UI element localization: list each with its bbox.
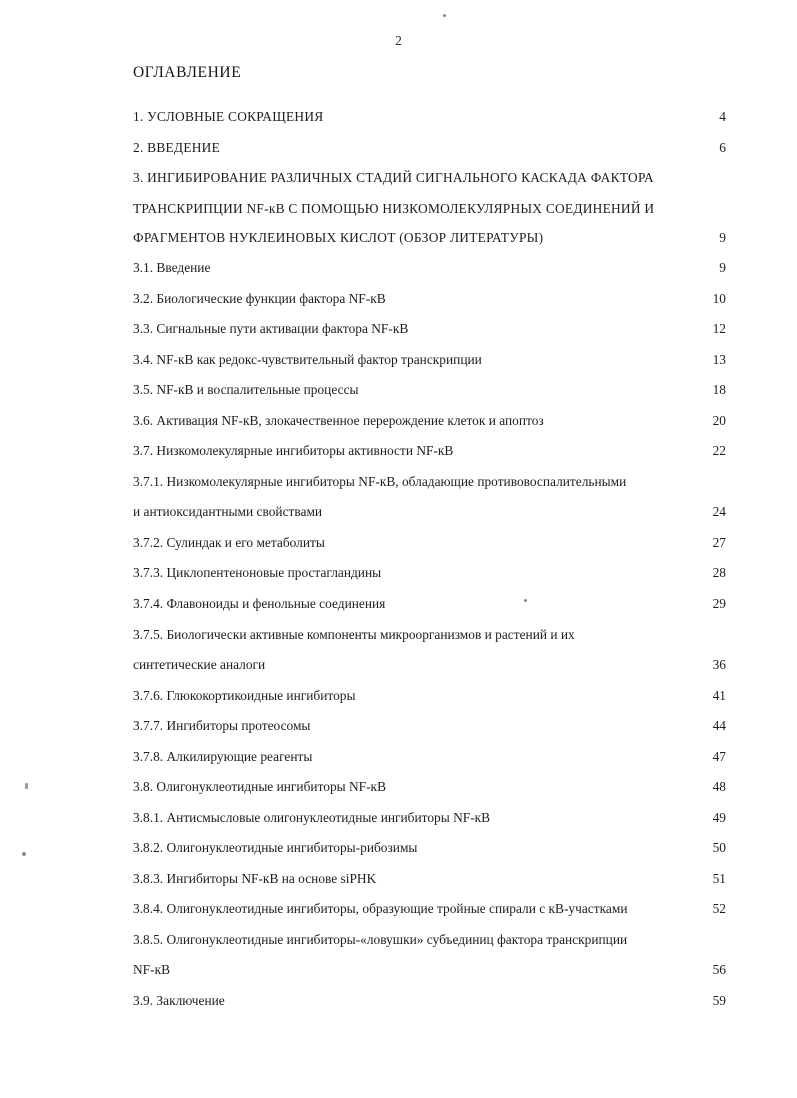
toc-entry[interactable]	[133, 655, 726, 674]
toc-entry-label: 3.4. NF-кВ как редокс-чувствительный фактор транскрипции	[133, 351, 482, 367]
toc-entry-label: синтетические аналоги	[133, 657, 266, 673]
scan-artifact-left-lower	[22, 852, 26, 856]
toc-entry-label: 3.7.4. Флавоноиды и фенольные соединения	[133, 596, 386, 611]
toc-entry-page-number: 47	[712, 748, 726, 764]
toc-entry-page-number: 9	[719, 229, 726, 245]
toc-entry-page-number: 49	[712, 809, 726, 825]
toc-entry[interactable]	[133, 168, 726, 187]
toc-entry-page-number: 24	[712, 504, 726, 520]
toc-entry-page-number: 10	[712, 290, 726, 306]
toc-entry-page-number: 9	[719, 260, 726, 276]
toc-entry-label: 3.8.2. Олигонуклеотидные ингибиторы-рибозимы	[133, 840, 418, 856]
toc-entry-label: 3.8.1. Антисмысловые олигонуклеотидные ингибиторы NF-кВ	[133, 809, 491, 825]
toc-entry-label: 3.7.3. Циклопентеноновые простагландины	[133, 565, 382, 581]
toc-entry-label: 1. УСЛОВНЫЕ СОКРАЩЕНИЯ	[133, 109, 324, 124]
toc-entry-label: 3.3. Сигнальные пути активации фактора NF-кВ	[133, 321, 409, 337]
toc-entry-label: 3.7.6. Глюкокортикоидные ингибиторы	[133, 687, 356, 703]
toc-entry[interactable]	[133, 411, 726, 430]
toc-entry[interactable]	[133, 716, 726, 735]
toc-entry[interactable]	[133, 228, 726, 247]
toc-entry-page-number: 4	[719, 109, 726, 124]
toc-entry[interactable]	[133, 930, 726, 949]
toc-entry[interactable]	[133, 258, 726, 277]
toc-entry[interactable]	[133, 960, 726, 979]
toc-entry[interactable]	[133, 899, 726, 918]
toc-entry[interactable]	[133, 350, 726, 369]
toc-entry[interactable]	[133, 625, 726, 644]
scan-artifact-top	[443, 14, 446, 17]
toc-entry[interactable]	[133, 563, 726, 582]
toc-entry-label: 3.7.7. Ингибиторы протеосомы	[133, 718, 311, 734]
toc-entry[interactable]	[133, 107, 726, 126]
toc-entry[interactable]	[133, 777, 726, 796]
toc-entry-page-number: 50	[712, 840, 726, 856]
toc-entry[interactable]	[133, 808, 726, 827]
toc-entry-label: 3.8. Олигонуклеотидные ингибиторы NF-кВ	[133, 779, 386, 795]
toc-entry[interactable]	[133, 533, 726, 552]
toc-entry[interactable]	[133, 441, 726, 460]
toc-entry-label: 3.2. Биологические функции фактора NF-кВ	[133, 290, 386, 306]
toc-entry-label: 3.1. Введение	[133, 260, 211, 276]
toc-entry-label: 3.7.5. Биологически активные компоненты микроорганизмов и растений и их	[133, 626, 575, 642]
toc-entry[interactable]	[133, 502, 726, 521]
toc-entry-label: 3.8.3. Ингибиторы NF-кВ на основе siPHK	[133, 870, 377, 886]
toc-entry-page-number: 44	[712, 718, 726, 734]
toc-entry-page-number: 48	[712, 779, 726, 795]
toc-entry-page-number: 22	[712, 443, 726, 459]
toc-entry[interactable]	[133, 686, 726, 705]
toc-entry-label: 3. ИНГИБИРОВАНИЕ РАЗЛИЧНЫХ СТАДИЙ СИГНАЛЬНОГО КАСКАДА ФАКТОРА	[133, 170, 654, 186]
toc-entry-label: NF-кВ	[133, 962, 171, 978]
toc-entry[interactable]	[133, 991, 726, 1010]
toc-entry[interactable]	[133, 594, 726, 613]
toc-entry-label: 3.6. Активация NF-кВ, злокачественное перерождение клеток и апоптоз	[133, 412, 544, 428]
toc-entry[interactable]	[133, 869, 726, 888]
toc-entry-label: ТРАНСКРИПЦИИ NF-кВ С ПОМОЩЬЮ НИЗКОМОЛЕКУЛЯРНЫХ СОЕДИНЕНИЙ И	[133, 200, 655, 216]
toc-entry[interactable]	[133, 319, 726, 338]
toc-entry-label: 3.9. Заключение	[133, 992, 225, 1008]
toc-entry-page-number: 28	[712, 565, 726, 581]
toc-entry-label: 2. ВВЕДЕНИЕ	[133, 139, 221, 155]
toc-entry-page-number: 56	[712, 962, 726, 978]
toc-entry[interactable]	[133, 472, 726, 491]
toc-entry-page-number: 12	[712, 321, 726, 337]
toc-entry-page-number: 41	[712, 687, 726, 703]
toc-entry-label: 3.7.1. Низкомолекулярные ингибиторы NF-кВ, обладающие противовоспалительными	[133, 473, 627, 489]
toc-entry-label: 3.8.4. Олигонуклеотидные ингибиторы, образующие тройные спирали с кВ-участками	[133, 901, 628, 917]
page-title: ОГЛАВЛЕНИЕ	[133, 64, 242, 81]
toc-entry-page-number: 29	[712, 596, 726, 611]
toc-entry[interactable]	[133, 138, 726, 157]
toc-entry-page-number: 6	[719, 139, 726, 155]
toc-entry[interactable]	[133, 838, 726, 857]
toc-entry[interactable]	[133, 289, 726, 308]
toc-entry-page-number: 51	[712, 870, 726, 886]
page-content	[133, 64, 726, 1021]
toc-entry-page-number: 27	[712, 534, 726, 550]
toc-entry[interactable]	[133, 747, 726, 766]
toc-entry-page-number: 20	[712, 412, 726, 428]
toc-entry-label: 3.7.8. Алкилирующие реагенты	[133, 748, 313, 764]
toc-entry-label: 3.5. NF-кВ и воспалительные процессы	[133, 382, 359, 398]
toc-entry-page-number: 59	[712, 992, 726, 1008]
toc-entry[interactable]	[133, 199, 726, 218]
toc-entry-label: ФРАГМЕНТОВ НУКЛЕИНОВЫХ КИСЛОТ (ОБЗОР ЛИТЕРАТУРЫ)	[133, 229, 544, 245]
toc-entry[interactable]	[133, 380, 726, 399]
table-of-contents	[133, 107, 726, 1010]
toc-entry-page-number: 13	[712, 351, 726, 367]
scan-artifact-left-upper	[25, 783, 28, 789]
toc-entry-label: и антиоксидантными свойствами	[133, 504, 323, 520]
toc-entry-page-number: 52	[712, 901, 726, 917]
toc-entry-label: 3.8.5. Олигонуклеотидные ингибиторы-«ловушки» субъединиц фактора транскрипции	[133, 931, 628, 947]
toc-entry-page-number: 18	[712, 382, 726, 398]
toc-entry-label: 3.7.2. Сулиндак и его метаболиты	[133, 534, 325, 550]
page-number: 2	[395, 33, 402, 48]
toc-entry-page-number: 36	[712, 657, 726, 673]
toc-entry-label: 3.7. Низкомолекулярные ингибиторы активности NF-кВ	[133, 443, 454, 459]
